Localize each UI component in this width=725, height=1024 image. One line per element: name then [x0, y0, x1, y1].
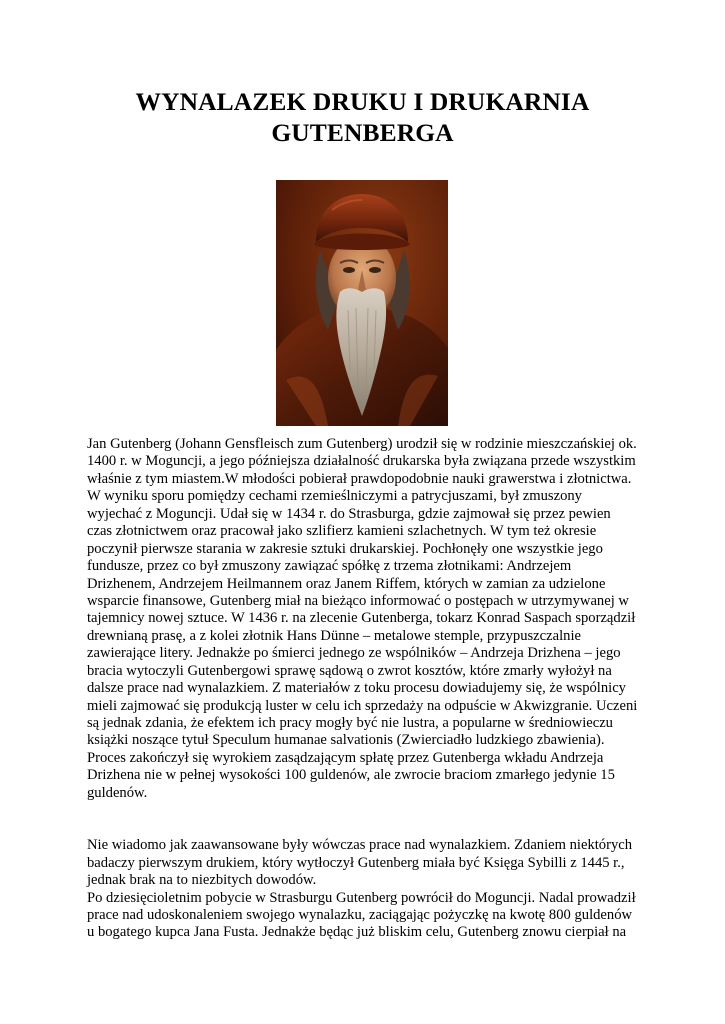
- portrait-image: [276, 180, 448, 426]
- page-title: [60, 86, 665, 148]
- title-line: WYNALAZEK DRUKU I DRUKARNIA: [135, 87, 590, 116]
- paragraph-1: [87, 436, 657, 802]
- text-line: są jednak zdania, że efektem ich pracy mogły być nie lustra, a popularne w średniowieczu: [87, 715, 613, 731]
- text-line: u bogatego kupca Jana Fusta. Jednakże będąc już bliskim celu, Gutenberg znowu cierpiał na: [87, 924, 627, 941]
- text-line: Nie wiadomo jak zaawansowane były wówczas prace nad wynalazkiem. Zdaniem niektórych: [87, 837, 633, 854]
- text-line: badaczy pierwszym drukiem, który wytłoczył Gutenberg miała być Księga Sybilli z 1445 r.,: [87, 854, 625, 871]
- text-line: zawierające litery. Jednakże po śmierci jednego ze wspólników – Andrzeja Drizhena – jego: [87, 645, 621, 662]
- text-line: poczynił pierwsze starania w zakresie sztuki drukarskiej. Pochłonęły one wszystkie jego: [87, 540, 603, 557]
- text-line: fundusze, przez co był zmuszony zawiązać spółkę z trzema złotnikami: Andrzejem: [87, 558, 572, 575]
- paragraph-gap: [87, 802, 657, 837]
- text-line: prace nad udoskonaleniem swojego wynalazku, zaciągając pożyczkę na kwotę 800 guldenów: [87, 906, 633, 923]
- text-line: mieli zajmować się produkcją luster w celu ich sprzedaży na odpuście w Akwizgranie. Uczeni: [87, 697, 638, 714]
- text-line: tajemnicy nowej sztuce. W 1436 r. na zlecenie Gutenberga, tokarz Konrad Saspach sporządził: [87, 610, 636, 627]
- text-line: guldenów.: [87, 784, 148, 801]
- text-line: Jan Gutenberg (Johann Gensfleisch zum Gutenberg) urodził się w rodzinie mieszczańskiej ok.: [87, 436, 637, 452]
- text-line: właśnie z tym miastem.W młodości pobierał prawdopodobnie nauki grawerstwa i złotnictwa.: [87, 470, 632, 487]
- gutenberg-portrait: [276, 180, 448, 426]
- text-line: Drizhenem, Andrzejem Heilmannem oraz Janem Riffem, których w zamian za udzielone: [87, 575, 606, 592]
- text-line: Proces zakończył się wyrokiem zasądzającym spłatę przez Gutenberga wkładu Andrzeja: [87, 749, 604, 766]
- text-line: czas złotnictwem oraz pracował jako szlifierz kamieni szlachetnych. W tym też okresie: [87, 523, 597, 540]
- text-line: drewnianą prasę, a z kolei złotnik Hans Dünne – metalowe stemple, przypuszczalnie: [87, 627, 581, 644]
- text-line: Drizhena nie w pełnej wysokości 100 guldenów, ale zwrocie braciom zmarłego jedynie 15: [87, 767, 615, 784]
- text-line: wyjechać z Moguncji. Udał się w 1434 r. do Strasburga, gdzie zajmował się przez pewien: [87, 505, 611, 522]
- text-line: bracia wytoczyli Gutenbergowi sprawę sądową o zwrot kosztów, które zmarły wyłożył na: [87, 662, 612, 679]
- text-line: dalsze prace nad wynalazkiem. Z materiałów z toku procesu dowiadujemy się, że wspólnicy: [87, 680, 626, 697]
- text-line: W wyniku sporu pomiędzy cechami rzemieślniczymi a patrycjuszami, był zmuszony: [87, 488, 582, 505]
- text-line: wsparcie finansowe, Gutenberg miał na bieżąco informować o postępach w utrzymywanej w: [87, 592, 629, 609]
- paragraph-3: [87, 890, 657, 942]
- text-line: 1400 r. w Moguncji, a jego późniejsza działalność drukarska była związana przede wszystkim: [87, 453, 636, 470]
- text-line: jednak brak na to niezbitych dowodów.: [87, 872, 317, 889]
- title-line: GUTENBERGA: [271, 118, 454, 147]
- paragraph-2: [87, 837, 657, 889]
- text-line: Po dziesięcioletnim pobycie w Strasburgu Gutenberg powrócił do Moguncji. Nadal prowadził: [87, 889, 636, 906]
- text-line: książki noszące tytuł Speculum humanae salvationis (Zwierciadło ludzkiego zbawienia).: [87, 732, 605, 749]
- article-body: [87, 436, 657, 942]
